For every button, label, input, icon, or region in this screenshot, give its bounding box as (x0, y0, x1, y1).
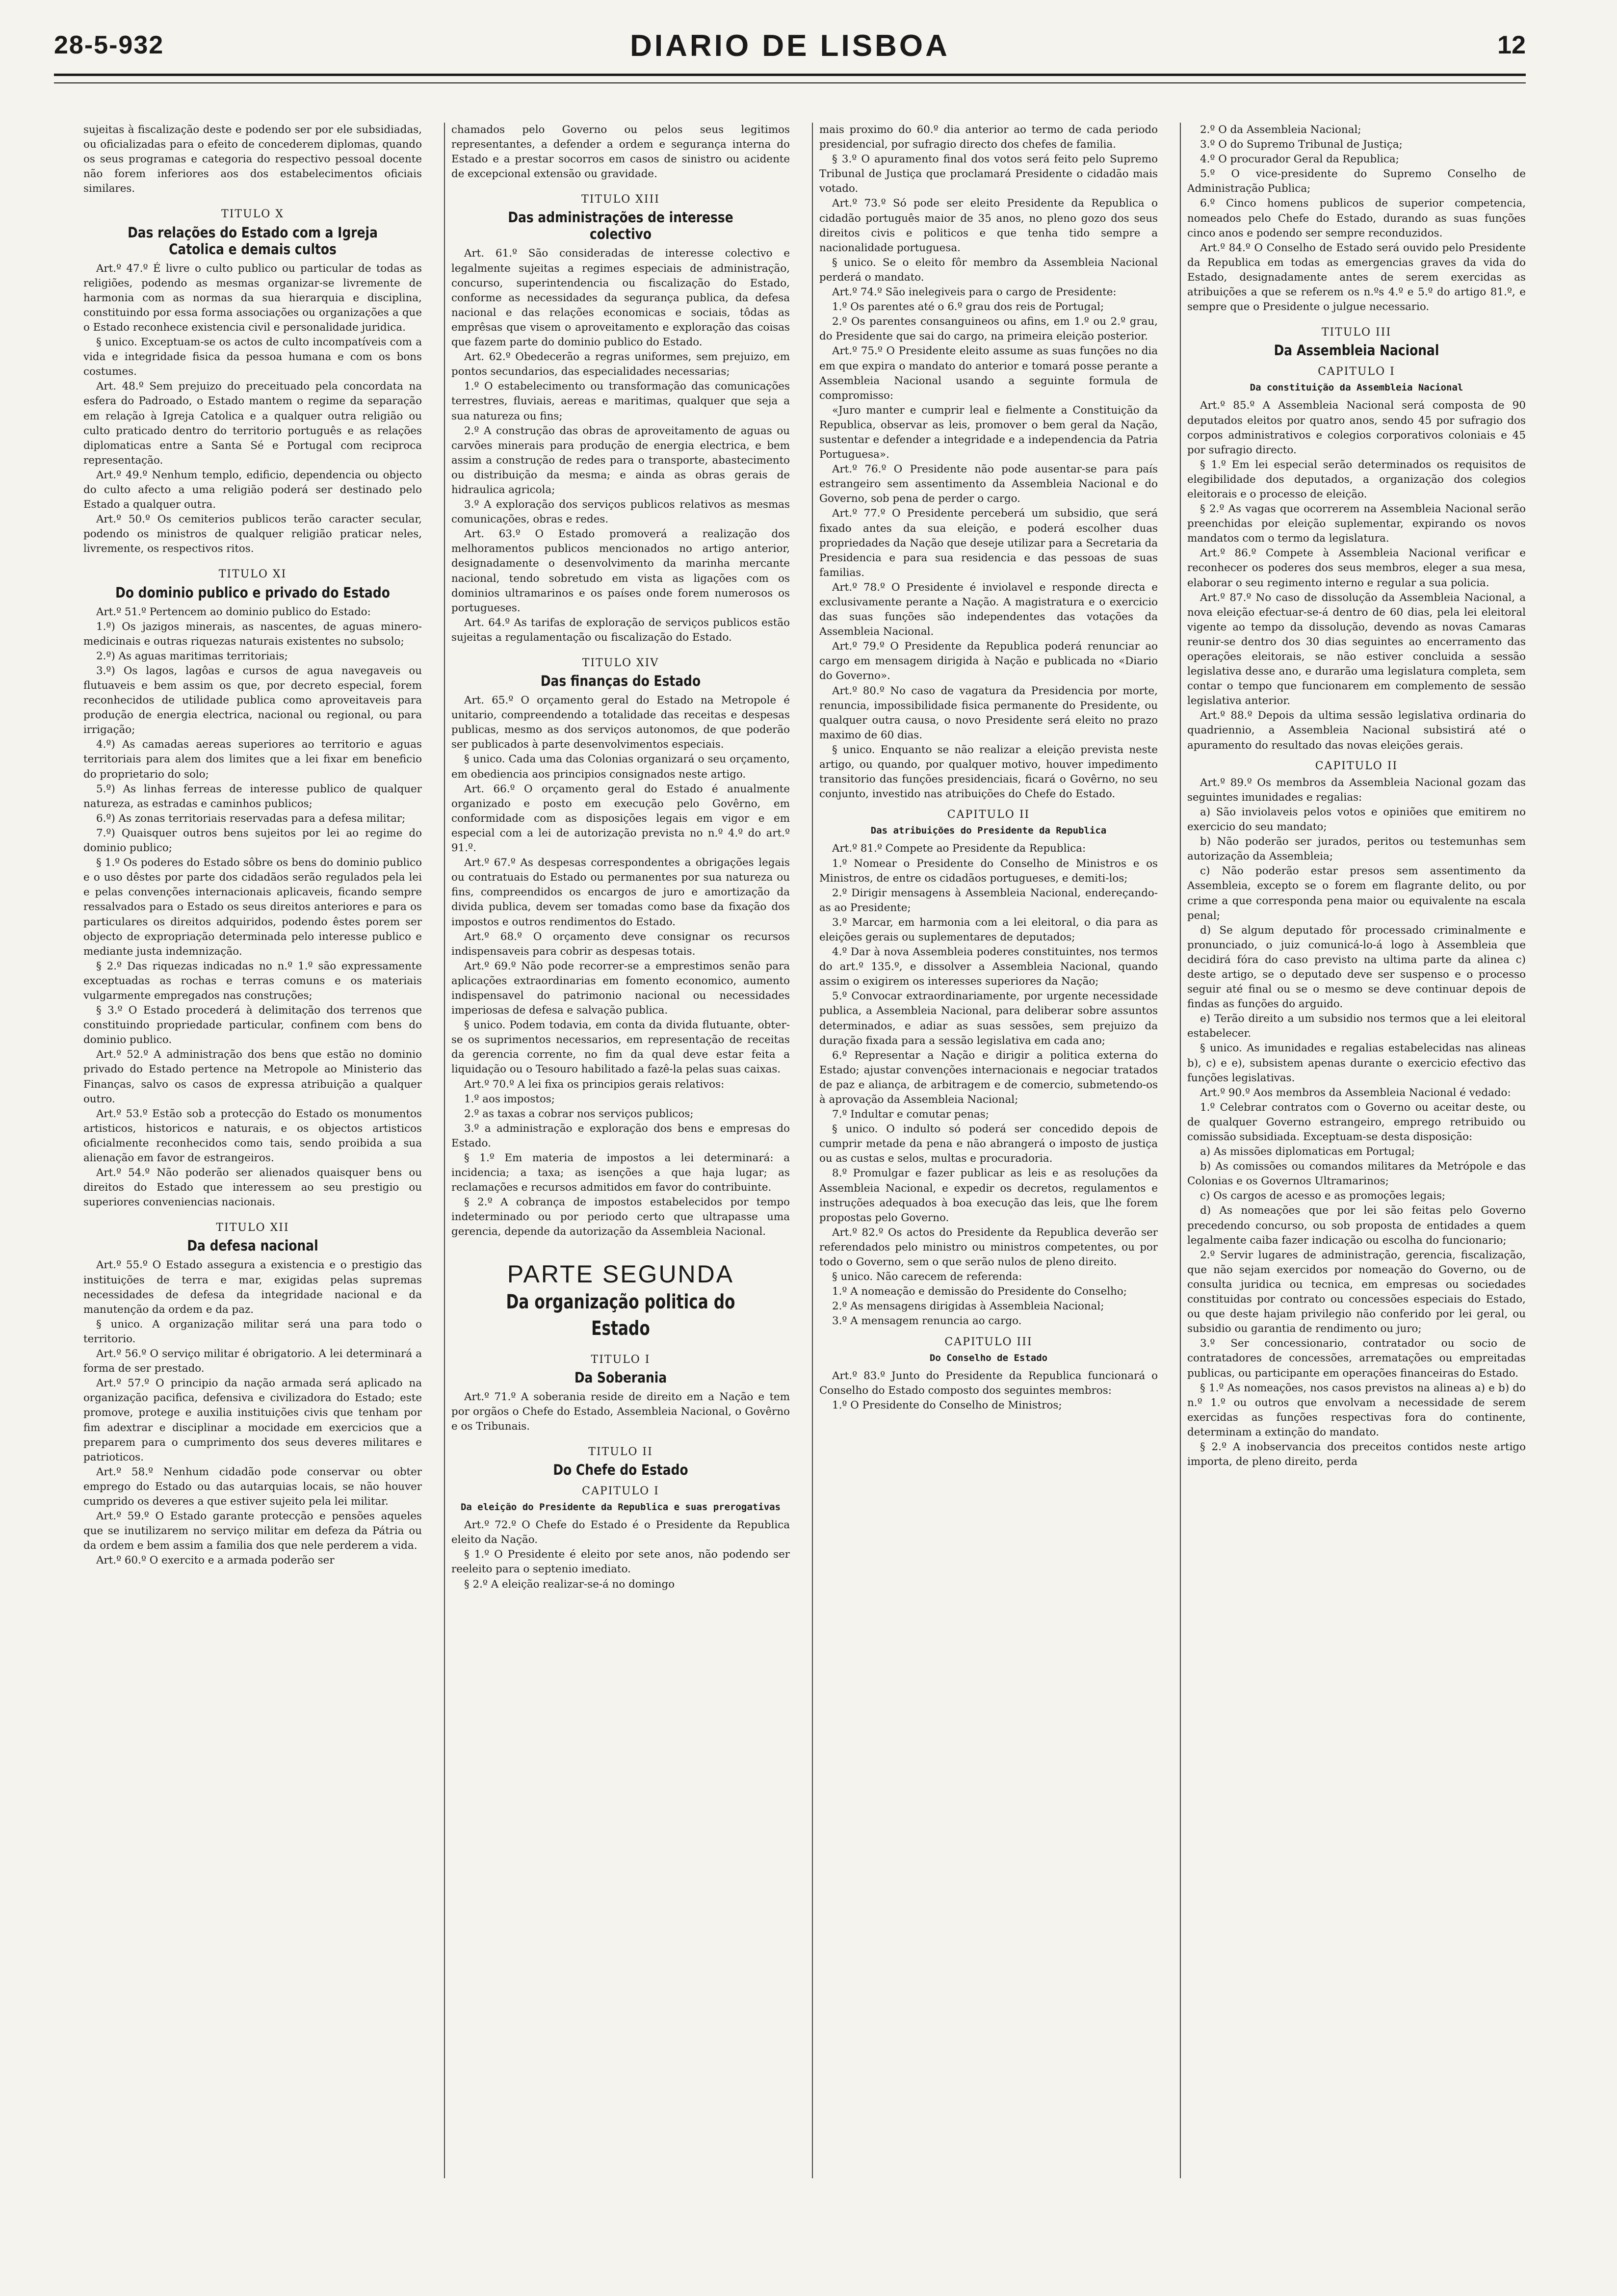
paragraph: § 1.º Em lei especial serão determinados os requisitos de elegibilidade dos deputados, a organização dos colegios eleitorais e o processo de eleição. (1187, 458, 1526, 500)
paragraph: § unico. Não carecem de referenda: (832, 1271, 1022, 1283)
paragraph: Art.º 74.º São inelegiveis para o cargo de Presidente: (832, 286, 1117, 299)
paragraph: Art.º 78.º O Presidente é inviolavel e responde directa e exclusivamente perante a Nação. A magistratura e o exercicio das suas funções são independentes das votações da Assembleia Nacional. (819, 581, 1158, 638)
paragraph: Art.º 81.º Compete ao Presidente da Republica: (832, 842, 1086, 855)
paragraph: § unico. As imunidades e regalias estabelecidas nas alineas b), c) e e), subsistem apenas durante o exercicio efectivo das funções legislativas. (1187, 1042, 1526, 1084)
paragraph: Art. 65.º O orçamento geral do Estado na Metropole é unitario, compreendendo a totalidade das receitas e despesas publicas, mesmo as dos serviços autonomos, de que poderão ser publicados à parte desenvolvimentos especiais. (451, 694, 790, 751)
paragraph: d) Se algum deputado fôr processado criminalmente e pronunciado, o juiz comunicá-lo-á logo à Assembleia que decidirá fóra do caso previsto na ultima parte da alinea c) deste artigo, se o deputado deve ser suspenso e o processo seguir até final ou se o mesmo se deve continuar depois de findas as funções do arguido. (1187, 924, 1526, 1011)
paragraph: 2.º Dirigir mensagens à Assembleia Nacional, endereçando-as ao Presidente; (819, 887, 1158, 914)
paragraph: Art.º 47.º É livre o culto publico ou particular de todas as religiões, podendo as mesmas organizar-se livremente de harmonia com as normas da sua hierarquia e disciplina, constituindo por essa forma associações ou organizações a que o Estado reconhece existencia civil e personalidade juridica. (83, 262, 422, 334)
section-number: TITULO XII (216, 1222, 289, 1234)
paragraph: 3.º A exploração dos serviços publicos relativos as mesmas comunicações, obras e redes. (451, 498, 790, 526)
paragraph: Art.º 89.º Os membros da Assembleia Nacional gozam das seguintes imunidades e regalias: (1187, 776, 1526, 804)
paragraph: Art.º 79.º O Presidente da Republica poderá renunciar ao cargo em mensagem dirigida à Nação e publicada no «Diario do Governo». (819, 640, 1158, 682)
paragraph: 3.º) Os lagos, lagôas e cursos de agua navegaveis ou flutuaveis e bem assim os que, por decreto especial, forem reconhecidos de utilidade publica como aproveitaveis para produção de energia electrica, nacional ou regional, ou para irrigação; (83, 664, 422, 736)
paragraph: Art.º 82.º Os actos do Presidente da Republica deverão ser referendados pelo ministro ou ministros competentes, ou por todo o Governo, sem o que serão nulos de pleno direito. (819, 1226, 1158, 1269)
paragraph: 1.º Nomear o Presidente do Conselho de Ministros e os Ministros, de entre os cidadãos portugueses, e demiti-los; (819, 857, 1158, 885)
paragraph: § 2.º As vagas que ocorrerem na Assembleia Nacional serão preenchidas por eleição suplementar, expirando os novos mandatos com o termo da legislatura. (1187, 503, 1526, 545)
paragraph: Art.º 76.º O Presidente não pode ausentar-se para país estrangeiro sem assentimento da Assembleia Nacional e do Governo, sob pena de perder o cargo. (819, 463, 1158, 505)
paragraph: 1.º aos impostos; (464, 1093, 555, 1105)
paragraph: Art.º 70.º A lei fixa os principios gerais relativos: (464, 1078, 725, 1091)
paragraph: 1.º Celebrar contratos com o Governo ou aceitar deste, ou de qualquer Governo estrangeiro, emprego retribuido ou comissão subsidiada. Exceptuam-se desta disposição: (1187, 1101, 1526, 1143)
paragraph: Art.º 86.º Compete à Assembleia Nacional verificar e reconhecer os poderes dos seus membros, eleger a sua mesa, elaborar o seu regimento interno e regular a sua policia. (1187, 547, 1526, 589)
section-heading: Da Assembleia Nacional (1274, 342, 1439, 359)
paragraph: § unico. Cada uma das Colonias organizará o seu orçamento, em obediencia aos principios consignados neste artigo. (451, 753, 790, 781)
paragraph: § unico. A organização militar será una para todo o territorio. (83, 1318, 422, 1345)
paragraph: Art. 48.º Sem prejuizo do preceituado pela concordata na esfera do Padroado, o Estado mantem o regime da separação em relação à Igreja Catolica e a qualquer outra religião ou culto praticado dentro do territorio português e as relações diplomaticas entre a Santa Sé e Portugal com reciproca representação. (83, 380, 422, 467)
chapter-number: CAPITULO II (1315, 759, 1398, 772)
paragraph: Art.º 75.º O Presidente eleito assume as suas funções no dia em que expira o mandato do anterior e tomará posse perante a Assembleia Nacional usando a seguinte formula de compromisso: (819, 345, 1158, 402)
paragraph: § 3.º O Estado procederá à delimitação dos terrenos que constituindo propriedade particular, confinem com bens do dominio publico. (83, 1004, 422, 1046)
paragraph: 5.º) As linhas ferreas de interesse publico de qualquer natureza, as estradas e caminhos publicos; (83, 783, 422, 810)
paragraph: Art.º 54.º Não poderão ser alienados quaisquer bens ou direitos do Estado que interessem ao seu prestigio ou superiores conveniencias nacionais. (83, 1167, 422, 1209)
paragraph: Art.º 71.º A soberania reside de direito em a Nação e tem por orgãos o Chefe do Estado, Assembleia Nacional, o Govêrno e os Tribunais. (451, 1390, 790, 1433)
paragraph: 6.º Cinco homens publicos de superior competencia, nomeados pelo Chefe do Estado, durando as suas funções cinco anos e podendo ser sempre reconduzidos. (1187, 197, 1526, 239)
paragraph: Art.º 55.º O Estado assegura a existencia e o prestigio das instituições de terra e mar, exigidas pelas supremas necessidades de defesa da integridade nacional e da manutenção da ordem e da paz. (83, 1259, 422, 1316)
chapter-number: CAPITULO I (1318, 365, 1395, 378)
paragraph: 8.º Promulgar e fazer publicar as leis e as resoluções da Assembleia Nacional, e expedir os decretos, regulamentos e instruções adequados à boa execução das leis, que lhe forem propostas pelo Governo. (819, 1167, 1158, 1224)
paragraph: 7.º) Quaisquer outros bens sujeitos por lei ao regime do dominio publico; (83, 827, 422, 855)
paragraph: 4.º Dar à nova Assembleia poderes constituintes, nos termos do art.º 135.º, e dissolver a Assembleia Nacional, quando assim o exigirem os interesses superiores da Nação; (819, 946, 1158, 988)
header-rule-thin (54, 82, 1526, 83)
paragraph: Art.º 69.º Não pode recorrer-se a emprestimos senão para aplicações extraordinarias em fomento economico, aumento indispensavel do patrimonio nacional ou necessidades imperiosas de defesa e salvação publica. (451, 960, 790, 1017)
paragraph: § 2.º Das riquezas indicadas no n.º 1.º são expressamente exceptuadas as rochas e terras comuns e os materiais vulgarmente empregados nas construções; (83, 960, 422, 1002)
paragraph: § 1.º As nomeações, nos casos previstos na alineas a) e b) do n.º 1.º ou outros que envolvam a necessidade de serem exercidas as funções respectivas fora do continente, determinam a extinção do mandato. (1187, 1382, 1526, 1438)
paragraph: Art.º 72.º O Chefe do Estado é o Presidente da Republica eleito da Nação. (451, 1519, 790, 1546)
chapter-heading: Da constituição da Assembleia Nacional (1250, 382, 1463, 393)
chapter-number: CAPITULO I (582, 1485, 659, 1498)
section-heading: Do Chefe do Estado (553, 1461, 688, 1479)
paragraph: 7.º Indultar e comutar penas; (832, 1108, 989, 1121)
paragraph: 3.º Marcar, em harmonia com a lei eleitoral, o dia para as eleições gerais ou suplementares de deputados; (819, 916, 1158, 943)
paragraph: 2.º Os parentes consanguineos ou afins, em 1.º ou 2.º grau, do Presidente que sai do cargo, na primeira eleição posterior. (819, 315, 1158, 343)
paragraph: Art.º 83.º Junto do Presidente da Republica funcionará o Conselho do Estado composto dos seguintes membros: (819, 1369, 1158, 1397)
newspaper-title: DIARIO DE LISBOA (630, 29, 950, 63)
paragraph: § unico. Se o eleito fôr membro da Assembleia Nacional perderá o mandato. (819, 256, 1158, 284)
paragraph: b) Não poderão ser jurados, peritos ou testemunhas sem autorização da Assembleia; (1187, 835, 1526, 863)
header-rule-thick (54, 74, 1526, 76)
paragraph: a) As missões diplomaticas em Portugal; (1200, 1146, 1415, 1158)
part-subheading: Da organização politica do Estado (506, 1290, 735, 1340)
paragraph: Art.º 85.º A Assembleia Nacional será composta de 90 deputados eleitos por quatro anos, sendo 45 por sufragio dos corpos administrativos e colegios corporativos coloniais e 45 por sufragio directo. (1187, 399, 1526, 456)
paragraph: § unico. Exceptuam-se os actos de culto incompatíveis com a vida e integridade fisica da pessoa humana e com os bons costumes. (83, 336, 422, 378)
paragraph: 1.º O estabelecimento ou transformação das comunicações terrestres, fluviais, aereas e maritimas, qualquer que seja a sua natureza ou fins; (451, 380, 790, 422)
paragraph: c) Não poderão estar presos sem assentimento da Assembleia, excepto se o forem em flagrante delito, ou por crime a que corresponda pena maior ou equivalente na escala penal; (1187, 865, 1526, 922)
paragraph: Art. 66.º O orçamento geral do Estado é anualmente organizado e posto em execução pelo Govêrno, em conformidade com as disposições legais em vigor e em especial com a lei de autorização prevista no n.º 4.º do art.º 91.º. (451, 783, 790, 855)
chapter-heading: Do Conselho de Estado (929, 1352, 1048, 1363)
paragraph: Art.º 50.º Os cemiterios publicos terão caracter secular, podendo os ministros de qualquer religião praticar neles, livremente, os respectivos ritos. (83, 513, 422, 555)
paragraph: 2.º Servir lugares de administração, gerencia, fiscalização, que não sejam exercidos por nomeação do Governo, ou de consulta juridica ou tecnica, em empresas ou sociedades constituidas por contrato ou concessões especiais do Estado, ou que deste hajam privilegio não conferido por lei geral, ou subsidio ou garantia de rendimento ou juro; (1187, 1249, 1526, 1335)
paragraph: 4.º) As camadas aereas superiores ao territorio e aguas territoriais para alem dos limites que a lei fixar em beneficio do proprietario do solo; (83, 738, 422, 781)
paragraph: Art.º 57.º O principio da nação armada será aplicado na organização pacifica, defensiva e civilizadora do Estado; este promove, protege e auxilia instituições civis que tenham por fim adextrar e disciplinar a mocidade em exercicios que a preparem para o cumprimento dos seus deveres militares e patrioticos. (83, 1377, 422, 1463)
paragraph: 2.º as taxas a cobrar nos serviços publicos; (464, 1107, 694, 1120)
paragraph: § 1.º Os poderes do Estado sôbre os bens do dominio publico e o uso dêstes por parte dos cidadãos serão regulados pela lei e pelas convenções internacionais aplicaveis, ficando sempre ressalvados para o Estado os seus direitos anteriores e para os particulares os direitos adquiridos, podendo êstes porem ser objecto de expropriação determinada pelo interesse publico e mediante justa indemnização. (83, 857, 422, 958)
page-number: 12 (1497, 31, 1526, 59)
section-number: TITULO III (1321, 326, 1392, 339)
column-3 (819, 123, 1158, 2183)
section-number: TITULO II (588, 1445, 653, 1458)
paragraph: e) Terão direito a um subsidio nos termos que a lei eleitoral estabelecer. (1187, 1013, 1526, 1040)
paragraph: 3.º Ser concessionario, contratador ou socio de contratadores de concessões, arrematações ou empreitadas publicas, ou participante em operações financeiras do Estado. (1187, 1337, 1526, 1380)
paragraph: § unico. Podem todavia, em conta da divida flutuante, obter-se os suprimentos necessarios, em representação de receitas da gerencia corrente, no fim da qual deve estar feita a liquidação ou o Tesouro habilitado a fazê-la pelas suas caixas. (451, 1019, 790, 1076)
section-number: TITULO XI (218, 568, 287, 581)
section-number: TITULO I (591, 1353, 651, 1366)
section-number: TITULO X (221, 208, 284, 221)
issue-date: 28-5-932 (54, 31, 164, 59)
paragraph: 6.º Representar a Nação e dirigir a politica externa do Estado; ajustar convenções internacionais e negociar tratados de paz e aliança, de arbitragem e de comercio, submetendo-os à aprovação da Assembleia Nacional; (819, 1049, 1158, 1106)
paragraph: Art.º 68.º O orçamento deve consignar os recursos indispensaveis para cobrir as despesas totais. (451, 930, 790, 958)
column-1 (83, 123, 422, 2183)
section-heading: Da defesa nacional (187, 1237, 318, 1254)
paragraph: § 1.º O Presidente é eleito por sete anos, não podendo ser reeleito para o septenio imediato. (451, 1548, 790, 1576)
paragraph: 2.º) As aguas maritimas territoriais; (96, 650, 288, 662)
paragraph: 2.º A construção das obras de aproveitamento de aguas ou carvões minerais para produção de energia electrica, e bem assim a construção de redes para o transporte, abastecimento ou distribuição da mesma; e ainda as obras gerais de hidraulica agricola; (451, 424, 790, 496)
column-4 (1187, 123, 1526, 2183)
paragraph: «Juro manter e cumprir leal e fielmente a Constituição da Republica, observar as leis, promover o bem geral da Nação, sustentar e defender a integridade e a independencia da Patria Portuguesa». (819, 404, 1158, 461)
paragraph: 3.º A mensagem renuncia ao cargo. (832, 1315, 1022, 1328)
section-heading: Da Soberania (574, 1369, 667, 1386)
paragraph: Art.º 77.º O Presidente perceberá um subsidio, que será fixado antes da sua eleição, e poderá escolher duas propriedades da Nação que deseje utilizar para a Secretaria da Presidencia e para sua residencia e das pessoas de suas familias. (819, 507, 1158, 579)
paragraph: Art. 61.º São consideradas de interesse colectivo e legalmente sujeitas a regimes especiais de administração, concurso, superintendencia ou fiscalização do Estado, conforme as necessidades da segurança publica, da defesa nacional e das relações economicas e sociais, tôdas as emprêsas que visem o aproveitamento e exploração das coisas que fazem parte do dominio publico do Estado. (451, 247, 790, 349)
paragraph: 1.º Os parentes até o 6.º grau dos reis de Portugal; (832, 301, 1104, 313)
paragraph: 1.º O Presidente do Conselho de Ministros; (832, 1399, 1062, 1411)
paragraph: Art.º 67.º As despesas correspondentes a obrigações legais ou contratuais do Estado ou permanentes por sua natureza ou fins, compreendidos os encargos de juro e amortização da divida publica, devem ser tomadas como base da fixação dos impostos e outros rendimentos do Estado. (451, 857, 790, 928)
paragraph: 3.º O do Supremo Tribunal de Justiça; (1200, 138, 1403, 151)
paragraph: § 2.º A cobrança de impostos estabelecidos por tempo indeterminado ou por periodo certo que ultrapasse uma gerencia, depende da autorização da Assembleia Nacional. (451, 1196, 790, 1238)
paragraph: Art.º 87.º No caso de dissolução da Assembleia Nacional, a nova eleição efectuar-se-á dentro de 60 dias, pela lei eleitoral vigente ao tempo da dissolução, devendo as novas Camaras reunir-se dentro dos 30 dias seguintes ao encerramento das operações eleitorais, se não estiver concluida a sessão legislativa desse ano, e durarão uma legislatura completa, sem contar o tempo que funcionarem em complemento de sessão legislativa anterior. (1187, 591, 1526, 707)
article-body (83, 123, 1531, 2183)
paragraph: § unico. Enquanto se não realizar a eleição prevista neste artigo, ou quando, por qualquer motivo, houver impedimento transitorio das funções presidenciais, ficará o Govêrno, no seu conjunto, investido nas atribuições do Chefe do Estado. (819, 743, 1158, 801)
paragraph: Art.º 80.º No caso de vagatura da Presidencia por morte, renuncia, impossibilidade fisica permanente do Presidente, ou qualquer outra causa, o novo Presidente será eleito no prazo maximo de 60 dias. (819, 684, 1158, 741)
paragraph: c) Os cargos de acesso e as promoções legais; (1200, 1190, 1446, 1202)
paragraph: 1.º) Os jazigos minerais, as nascentes, de aguas minero-medicinais e outras riquezas naturais existentes no subsolo; (83, 620, 422, 648)
paragraph: 6.º) As zonas territoriais reservadas para a defesa militar; (96, 812, 406, 825)
section-heading: Das relações do Estado com a Igreja Catolica e demais cultos (128, 224, 378, 258)
chapter-heading: Da eleição do Presidente da Republica e suas prerogativas (460, 1502, 781, 1513)
paragraph: chamados pelo Governo ou pelos seus legitimos representantes, a defender a ordem e segurança interna do Estado e a prestar socorros em casos de sinistro ou acidente de excepcional extensão ou gravidade. (451, 124, 790, 181)
paragraph: 5.º Convocar extraordinariamente, por urgente necessidade publica, a Assembleia Nacional, para deliberar sobre assuntos determinados, e adiar as suas sessões, sem prejuizo da duração fixada para a sessão legislativa em cada ano; (819, 990, 1158, 1047)
paragraph: Art.º 51.º Pertencem ao dominio publico do Estado: (96, 605, 371, 618)
paragraph: Art.º 88.º Depois da ultima sessão legislativa ordinaria do quadriennio, a Assembleia Nacional subsistirá até o apuramento do resultado das novas eleições gerais. (1187, 709, 1526, 752)
paragraph: Art.º 56.º O serviço militar é obrigatorio. A lei determinará a forma de ser prestado. (83, 1348, 422, 1375)
chapter-number: CAPITULO II (947, 809, 1030, 821)
paragraph: 1.º A nomeação e demissão do Presidente do Conselho; (832, 1285, 1127, 1298)
paragraph: 4.º O procurador Geral da Republica; (1200, 153, 1399, 166)
paragraph: 2.º As mensagens dirigidas à Assembleia Nacional; (832, 1300, 1104, 1313)
paragraph: § unico. O indulto só poderá ser concedido depois de cumprir metade da pena e não abrangerá o imposto de justiça ou as custas e selos, multas e procuradoria. (819, 1123, 1158, 1165)
section-heading: Das administrações de interesse colectivo (508, 209, 733, 243)
paragraph: b) As comissões ou comandos militares da Metrópole e das Colonias e os Governos Ultramarinos; (1187, 1160, 1526, 1188)
paragraph: 2.º O da Assembleia Nacional; (1200, 124, 1361, 136)
section-heading: Das finanças do Estado (540, 673, 701, 690)
paragraph: d) As nomeações que por lei são feitas pelo Governo precedendo concurso, ou sob proposta de entidades a quem legalmente caiba fazer indicação ou escolha do funcionario; (1187, 1204, 1526, 1247)
paragraph: a) São inviolaveis pelos votos e opiniões que emitirem no exercicio do seu mandato; (1187, 806, 1526, 834)
paragraph: 3.º a administração e exploração dos bens e empresas do Estado. (451, 1122, 790, 1149)
paragraph: Art.º 73.º Só pode ser eleito Presidente da Republica o cidadão português maior de 35 anos, no pleno gozo dos seus direitos civis e politicos e que tenha tido sempre a nacionalidade portuguesa. (819, 197, 1158, 254)
section-number: TITULO XIV (582, 657, 659, 669)
chapter-number: CAPITULO III (944, 1335, 1033, 1348)
column-2 (451, 123, 790, 2183)
paragraph: § 3.º O apuramento final dos votos será feito pelo Supremo Tribunal de Justiça que proclamará Presidente o cidadão mais votado. (819, 153, 1158, 195)
paragraph: Art.º 84.º O Conselho de Estado será ouvido pelo Presidente da Republica em todas as emergencias graves da vida do Estado, designadamente antes de serem exercidas as atribuições a que se referem os n.ºs 4.º e 5.º do artigo 81.º, e sempre que o Presidente o julgue necessario. (1187, 241, 1526, 313)
paragraph: Art.º 59.º O Estado garante protecção e pensões aqueles que se inutilizarem no serviço militar em defeza da Pátria ou da ordem e bem assim a familia dos que nele perderem a vida. (83, 1510, 422, 1552)
paragraph: Art. 64.º As tarifas de exploração de serviços publicos estão sujeitas a regulamentação ou fiscalização do Estado. (451, 616, 790, 644)
paragraph: 5.º O vice-presidente do Supremo Conselho de Administração Publica; (1187, 168, 1526, 195)
part-heading: PARTE SEGUNDA (507, 1260, 734, 1288)
paragraph: Art.º 52.º A administração dos bens que estão no dominio privado do Estado pertence na Metropole ao Ministerio das Finanças, salvo os casos de expressa atribuição a qualquer outro. (83, 1048, 422, 1105)
paragraph: Art. 63.º O Estado promoverá a realização dos melhoramentos publicos mencionados no artigo anterior, designadamente o desenvolvimento da marinha mercante nacional, tendo sobretudo em vista as ligações com os dominios ultramarinos e os países onde forem numerosos os portugueses. (451, 528, 790, 614)
paragraph: Art.º 53.º Estão sob a protecção do Estado os monumentos artisticos, historicos e naturais, e os objectos artisticos oficialmente reconhecidos como tais, sendo proibida a sua alienação em favor de estrangeiros. (83, 1107, 422, 1164)
masthead (54, 28, 1526, 68)
paragraph: Art. 62.º Obedecerão a regras uniformes, sem prejuizo, em pontos secundarios, das especialidades necessarias; (451, 351, 790, 378)
paragraph: mais proximo do 60.º dia anterior ao termo de cada periodo presidencial, por sufragio directo dos chefes de familia. (819, 124, 1158, 151)
section-heading: Do dominio publico e privado do Estado (115, 584, 390, 601)
paragraph: § 2.º A inobservancia dos preceitos contidos neste artigo importa, de pleno direito, perda (1187, 1440, 1526, 1468)
paragraph: Art.º 90.º Aos membros da Assembleia Nacional é vedado: (1200, 1086, 1511, 1099)
section-number: TITULO XIII (581, 193, 660, 206)
paragraph: Art.º 60.º O exercito e a armada poderão ser (96, 1554, 335, 1567)
paragraph: Art.º 49.º Nenhum templo, edificio, dependencia ou objecto do culto afecto a uma religião poderá ser destinado pelo Estado a qualquer outra. (83, 469, 422, 511)
paragraph: Art.º 58.º Nenhum cidadão pode conservar ou obter emprego do Estado ou das autarquias locais, se não houver cumprido os deveres a que estiver sujeito pela lei militar. (83, 1465, 422, 1508)
paragraph: § 2.º A eleição realizar-se-á no domingo (464, 1578, 675, 1591)
chapter-heading: Das atribuições do Presidente da Republica (870, 825, 1107, 836)
paragraph: sujeitas à fiscalização deste e podendo ser por ele subsidiadas, ou oficializadas para o efeito de concederem diplomas, quando os seus programas e categoria do respectivo pessoal docente não forem inferiores aos dos estabelecimentos oficiais similares. (83, 124, 422, 195)
paragraph: § 1.º Em materia de impostos a lei determinará: a incidencia; a taxa; as isenções a que haja lugar; as reclamações e recursos admitidos em favor do contribuinte. (451, 1152, 790, 1194)
